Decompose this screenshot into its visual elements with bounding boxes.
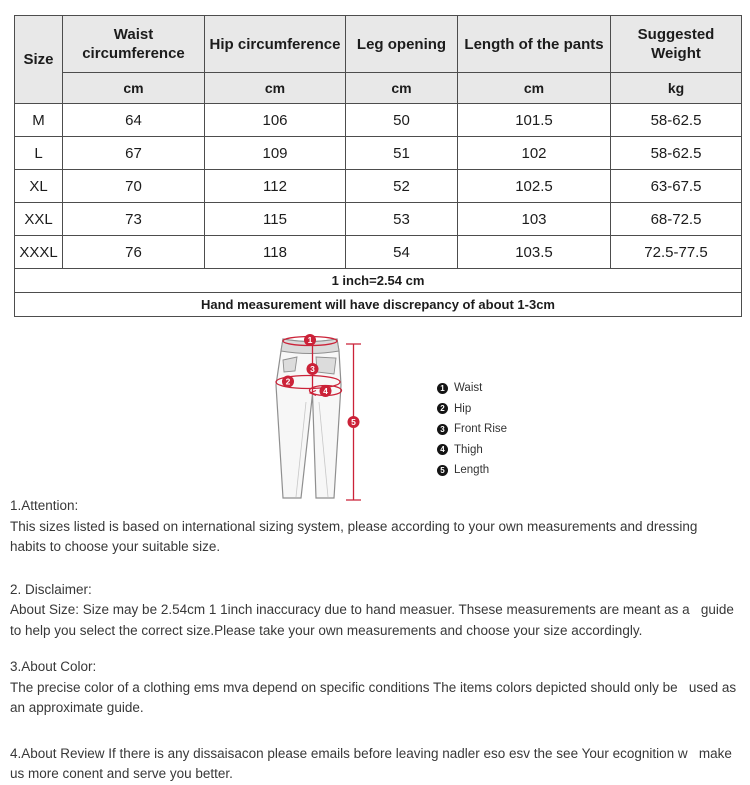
disclaimer-body: About Size: Size may be 2.54cm 1 1inch inaccuracy due to hand measuer. Thsese measurements are meant as a guide to help you select the correct size.Please take your own measurements and choose your size accordingly.	[10, 602, 738, 638]
waist-value: 73	[63, 203, 205, 236]
about-color-title: 3.About Color:	[10, 659, 97, 674]
legend-badge-4: 4	[437, 444, 448, 455]
size-chart-table	[14, 15, 742, 317]
hip-value: 106	[205, 104, 346, 137]
waist-value: 70	[63, 170, 205, 203]
size-label: L	[15, 137, 63, 170]
weight-value: 58-62.5	[611, 137, 742, 170]
table-row-xxl	[15, 203, 742, 236]
legend-badge-2: 2	[437, 403, 448, 414]
legend-item-hip	[437, 399, 507, 420]
notes-area	[10, 496, 741, 785]
legend-badge-5: 5	[437, 465, 448, 476]
size-label: M	[15, 104, 63, 137]
legend-label: Waist	[454, 382, 483, 395]
unit-weight: kg	[611, 73, 742, 104]
leg-opening-value: 53	[346, 203, 458, 236]
hip-value: 112	[205, 170, 346, 203]
diagram-badge-waist	[304, 334, 316, 346]
table-row-l	[15, 137, 742, 170]
header-length: Length of the pants	[458, 16, 611, 73]
weight-value: 72.5-77.5	[611, 236, 742, 269]
unit-length: cm	[458, 73, 611, 104]
section-about-color	[10, 657, 741, 719]
legend-label: Hip	[454, 402, 472, 415]
svg-text:4: 4	[323, 385, 328, 396]
attention-body: This sizes listed is based on international sizing system, please according to your own measurements and dressing habits to choose your suitable size.	[10, 518, 709, 554]
legend-item-length	[437, 460, 507, 481]
unit-waist: cm	[63, 73, 205, 104]
legend-item-front-rise	[437, 419, 507, 440]
leg-opening-value: 51	[346, 137, 458, 170]
header-hip: Hip circumference	[205, 16, 346, 73]
section-attention	[10, 496, 741, 558]
size-label: XXL	[15, 203, 63, 236]
diagram-badge-front-rise	[307, 363, 319, 375]
leg-opening-value: 50	[346, 104, 458, 137]
section-disclaimer	[10, 580, 741, 642]
diagram-badge-thigh	[320, 385, 332, 397]
hip-value: 115	[205, 203, 346, 236]
header-size: Size	[15, 16, 63, 104]
legend-item-thigh	[437, 440, 507, 461]
length-value: 102.5	[458, 170, 611, 203]
length-value: 101.5	[458, 104, 611, 137]
about-review-body: 4.About Review If there is any dissaisacon please emails before leaving nadler eso esv the see Your ecognition w make us more conent and serve you better.	[10, 745, 736, 781]
weight-value: 68-72.5	[611, 203, 742, 236]
pants-diagram-drawing	[0, 330, 400, 516]
header-waist: Waist circumference	[63, 16, 205, 73]
svg-text:5: 5	[351, 416, 356, 427]
waist-value: 64	[63, 104, 205, 137]
svg-text:1: 1	[307, 334, 313, 345]
measurement-legend	[437, 378, 507, 481]
svg-text:3: 3	[310, 363, 315, 374]
table-row-xxxl	[15, 236, 742, 269]
disclaimer-title: 2. Disclaimer:	[10, 581, 92, 597]
waist-value: 76	[63, 236, 205, 269]
diagram-badge-length	[348, 416, 360, 428]
unit-leg-opening: cm	[346, 73, 458, 104]
inch-conversion-note: 1 inch=2.54 cm	[15, 269, 742, 293]
pants-left-pocket	[283, 357, 297, 372]
pants-measurement-diagram	[0, 330, 750, 516]
size-label: XL	[15, 170, 63, 203]
legend-label: Thigh	[454, 443, 483, 456]
leg-opening-value: 54	[346, 236, 458, 269]
legend-badge-1: 1	[437, 383, 448, 394]
diagram-badge-hip	[282, 376, 294, 388]
length-value: 103.5	[458, 236, 611, 269]
length-value: 103	[458, 203, 611, 236]
hip-value: 118	[205, 236, 346, 269]
hip-value: 109	[205, 137, 346, 170]
legend-label: Front Rise	[454, 423, 508, 436]
unit-hip: cm	[205, 73, 346, 104]
length-value: 102	[458, 137, 611, 170]
svg-text:2: 2	[285, 376, 291, 387]
pants-right-pocket	[316, 357, 336, 374]
legend-item-waist	[437, 378, 507, 399]
table-row-m	[15, 104, 742, 137]
weight-value: 63-67.5	[611, 170, 742, 203]
attention-title: 1.Attention:	[10, 498, 79, 513]
legend-label: Length	[454, 464, 490, 477]
table-row-xl	[15, 170, 742, 203]
weight-value: 58-62.5	[611, 104, 742, 137]
about-color-body: The precise color of a clothing ems mva depend on specific conditions The items colors depicted should only be used as an approximate guide.	[10, 679, 740, 715]
leg-opening-value: 52	[346, 170, 458, 203]
size-label: XXXL	[15, 236, 63, 269]
header-weight: Suggested Weight	[611, 16, 742, 73]
waist-value: 67	[63, 137, 205, 170]
measurement-discrepancy-note: Hand measurement will have discrepancy of about 1-3cm	[15, 293, 742, 317]
header-leg-opening: Leg opening	[346, 16, 458, 73]
legend-badge-3: 3	[437, 424, 448, 435]
